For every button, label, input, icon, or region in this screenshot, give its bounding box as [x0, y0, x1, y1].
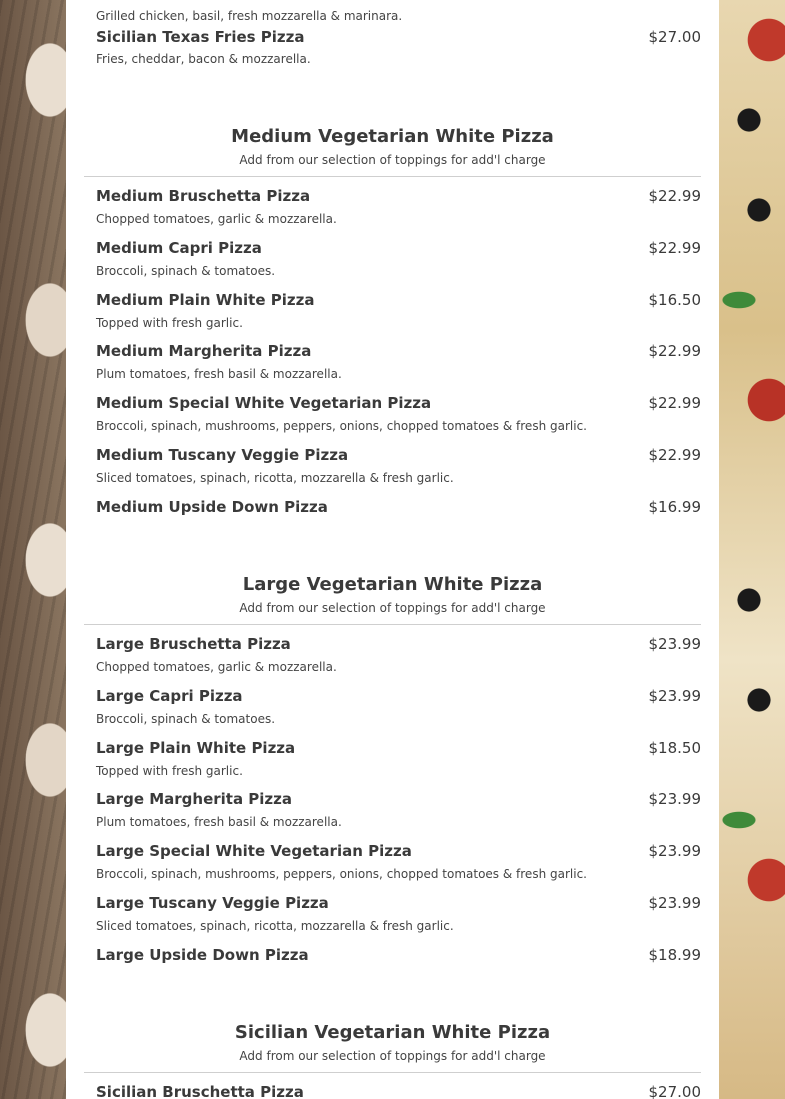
item-description: Topped with fresh garlic. — [96, 315, 243, 330]
item-name: Large Margherita Pizza — [96, 790, 293, 809]
menu-panel — [66, 0, 719, 1099]
item-price: $22.99 — [648, 238, 701, 257]
item-name: Large Tuscany Veggie Pizza — [96, 894, 329, 912]
item-description: Fries, cheddar, bacon & mozzarella. — [96, 52, 311, 66]
menu-item[interactable] — [66, 2, 719, 66]
item-name: Large Special White Vegetarian Pizza — [96, 842, 412, 861]
menu-item[interactable] — [66, 472, 719, 524]
item-name: Medium Special White Vegetarian Pizza — [96, 394, 432, 413]
menu-item[interactable] — [66, 420, 719, 485]
item-name: Sicilian Bruschetta Pizza — [96, 1083, 304, 1099]
item-description: Grilled chicken, basil, fresh mozzarella & marinara. — [96, 9, 403, 23]
menu-item[interactable] — [66, 816, 719, 882]
item-price: $22.99 — [648, 446, 701, 464]
item-description: Chopped tomatoes, garlic & mozzarella. — [96, 212, 337, 226]
menu-item[interactable] — [66, 713, 719, 778]
background-pizza-right — [719, 0, 785, 1099]
item-price: $23.99 — [648, 894, 701, 912]
menu-item[interactable] — [66, 368, 719, 434]
item-name: Medium Margherita Pizza — [96, 342, 312, 361]
item-price: $23.99 — [648, 635, 701, 653]
item-description: Plum tomatoes, fresh basil & mozzarella. — [96, 815, 342, 830]
section-subtitle: Add from our selection of toppings for add'l charge — [239, 153, 546, 167]
item-description: Broccoli, spinach, mushrooms, peppers, onions, chopped tomatoes & fresh garlic. — [96, 867, 587, 882]
menu-item[interactable] — [66, 316, 719, 382]
item-name: Sicilian Texas Fries Pizza — [96, 28, 305, 46]
item-price: $22.99 — [648, 342, 701, 361]
background-mushrooms-left — [0, 0, 66, 1099]
item-price: $22.99 — [648, 394, 701, 413]
item-price: $23.99 — [648, 790, 701, 809]
item-name: Medium Upside Down Pizza — [96, 497, 328, 516]
item-description: Sliced tomatoes, spinach, ricotta, mozzarella & fresh garlic. — [96, 471, 454, 485]
item-description: Topped with fresh garlic. — [96, 763, 243, 778]
section-title: Medium Vegetarian White Pizza — [231, 126, 554, 147]
item-description: Broccoli, spinach, mushrooms, peppers, onions, chopped tomatoes & fresh garlic. — [96, 419, 587, 434]
section-subtitle: Add from our selection of toppings for add'l charge — [239, 601, 546, 615]
item-description: Chopped tomatoes, garlic & mozzarella. — [96, 660, 337, 674]
menu-item[interactable] — [66, 661, 719, 726]
item-name: Large Capri Pizza — [96, 686, 243, 705]
item-name: Medium Bruschetta Pizza — [96, 187, 311, 205]
menu-item[interactable] — [66, 1057, 719, 1099]
item-price: $16.99 — [648, 497, 701, 516]
section-title: Large Vegetarian White Pizza — [242, 574, 543, 595]
menu-item[interactable] — [66, 764, 719, 830]
item-price: $23.99 — [648, 686, 701, 705]
item-description: Broccoli, spinach & tomatoes. — [96, 711, 276, 726]
item-price: $18.50 — [648, 738, 701, 757]
item-price: $27.00 — [648, 1083, 701, 1099]
item-description: Sliced tomatoes, spinach, ricotta, mozzarella & fresh garlic. — [96, 919, 454, 933]
item-price: $16.50 — [648, 290, 701, 309]
item-description: Plum tomatoes, fresh basil & mozzarella. — [96, 367, 342, 382]
item-name: Large Upside Down Pizza — [96, 945, 309, 964]
item-price: $27.00 — [648, 28, 701, 46]
menu-item[interactable] — [66, 213, 719, 278]
item-name: Medium Plain White Pizza — [96, 290, 315, 309]
menu-item[interactable] — [66, 265, 719, 330]
menu-item[interactable] — [66, 161, 719, 226]
item-name: Large Plain White Pizza — [96, 738, 296, 757]
item-price: $22.99 — [648, 187, 701, 205]
item-price: $18.99 — [648, 945, 701, 964]
menu-item[interactable] — [66, 920, 719, 972]
item-name: Medium Tuscany Veggie Pizza — [96, 446, 349, 464]
menu-item[interactable] — [66, 868, 719, 933]
item-description: Broccoli, spinach & tomatoes. — [96, 263, 276, 278]
item-price: $23.99 — [648, 842, 701, 861]
item-name: Medium Capri Pizza — [96, 238, 262, 257]
section-subtitle: Add from our selection of toppings for add'l charge — [239, 1049, 546, 1063]
section-title: Sicilian Vegetarian White Pizza — [234, 1022, 551, 1043]
menu-item[interactable] — [66, 609, 719, 674]
item-name: Large Bruschetta Pizza — [96, 635, 291, 653]
